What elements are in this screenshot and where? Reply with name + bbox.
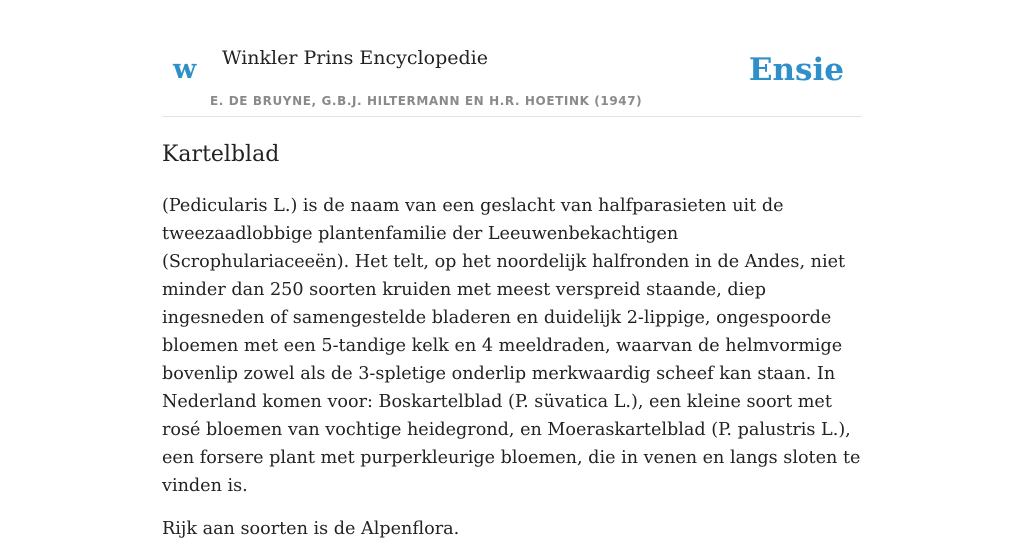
- article-title: Kartelblad: [162, 142, 280, 167]
- article-paragraph: Rijk aan soorten is de Alpenflora.: [162, 519, 460, 539]
- publication-authors: E. DE BRUYNE, G.B.J. HILTERMANN EN H.R. HOETINK (1947): [210, 94, 643, 108]
- publication-title[interactable]: Winkler Prins Encyclopedie: [222, 47, 488, 69]
- article-body: [162, 192, 864, 558]
- article-paragraph: (Pedicularis L.) is de naam van een geslacht van halfparasieten uit de tweezaadlobbige plantenfamilie der Leeuwenbekachtigen (Scrophulariaceeën). Het telt, op het noordelijk halfronden in de Andes, niet minder dan 250 soorten kruiden met meest verspreid staande, diep ingesneden of samengestelde bladeren en duidelijk 2-lippige, ongespoorde bloemen met een 5-tandige kelk en 4 meeldraden, waarvan de helmvormige bovenlip zowel als de 3-spletige onderlip merkwaardig scheef kan staan. In Nederland komen voor: Boskartelblad (P. süvatica L.), een kleine soort met rosé bloemen van vochtige heidegrond, en Moeraskartelblad (P. palustris L.), een forsere plant met purperkleurige bloemen, die in venen en langs sloten te vinden is.: [162, 196, 861, 496]
- publication-logo[interactable]: w: [173, 54, 197, 85]
- brand-logo[interactable]: Ensie: [748, 52, 844, 88]
- site-header: [162, 0, 862, 117]
